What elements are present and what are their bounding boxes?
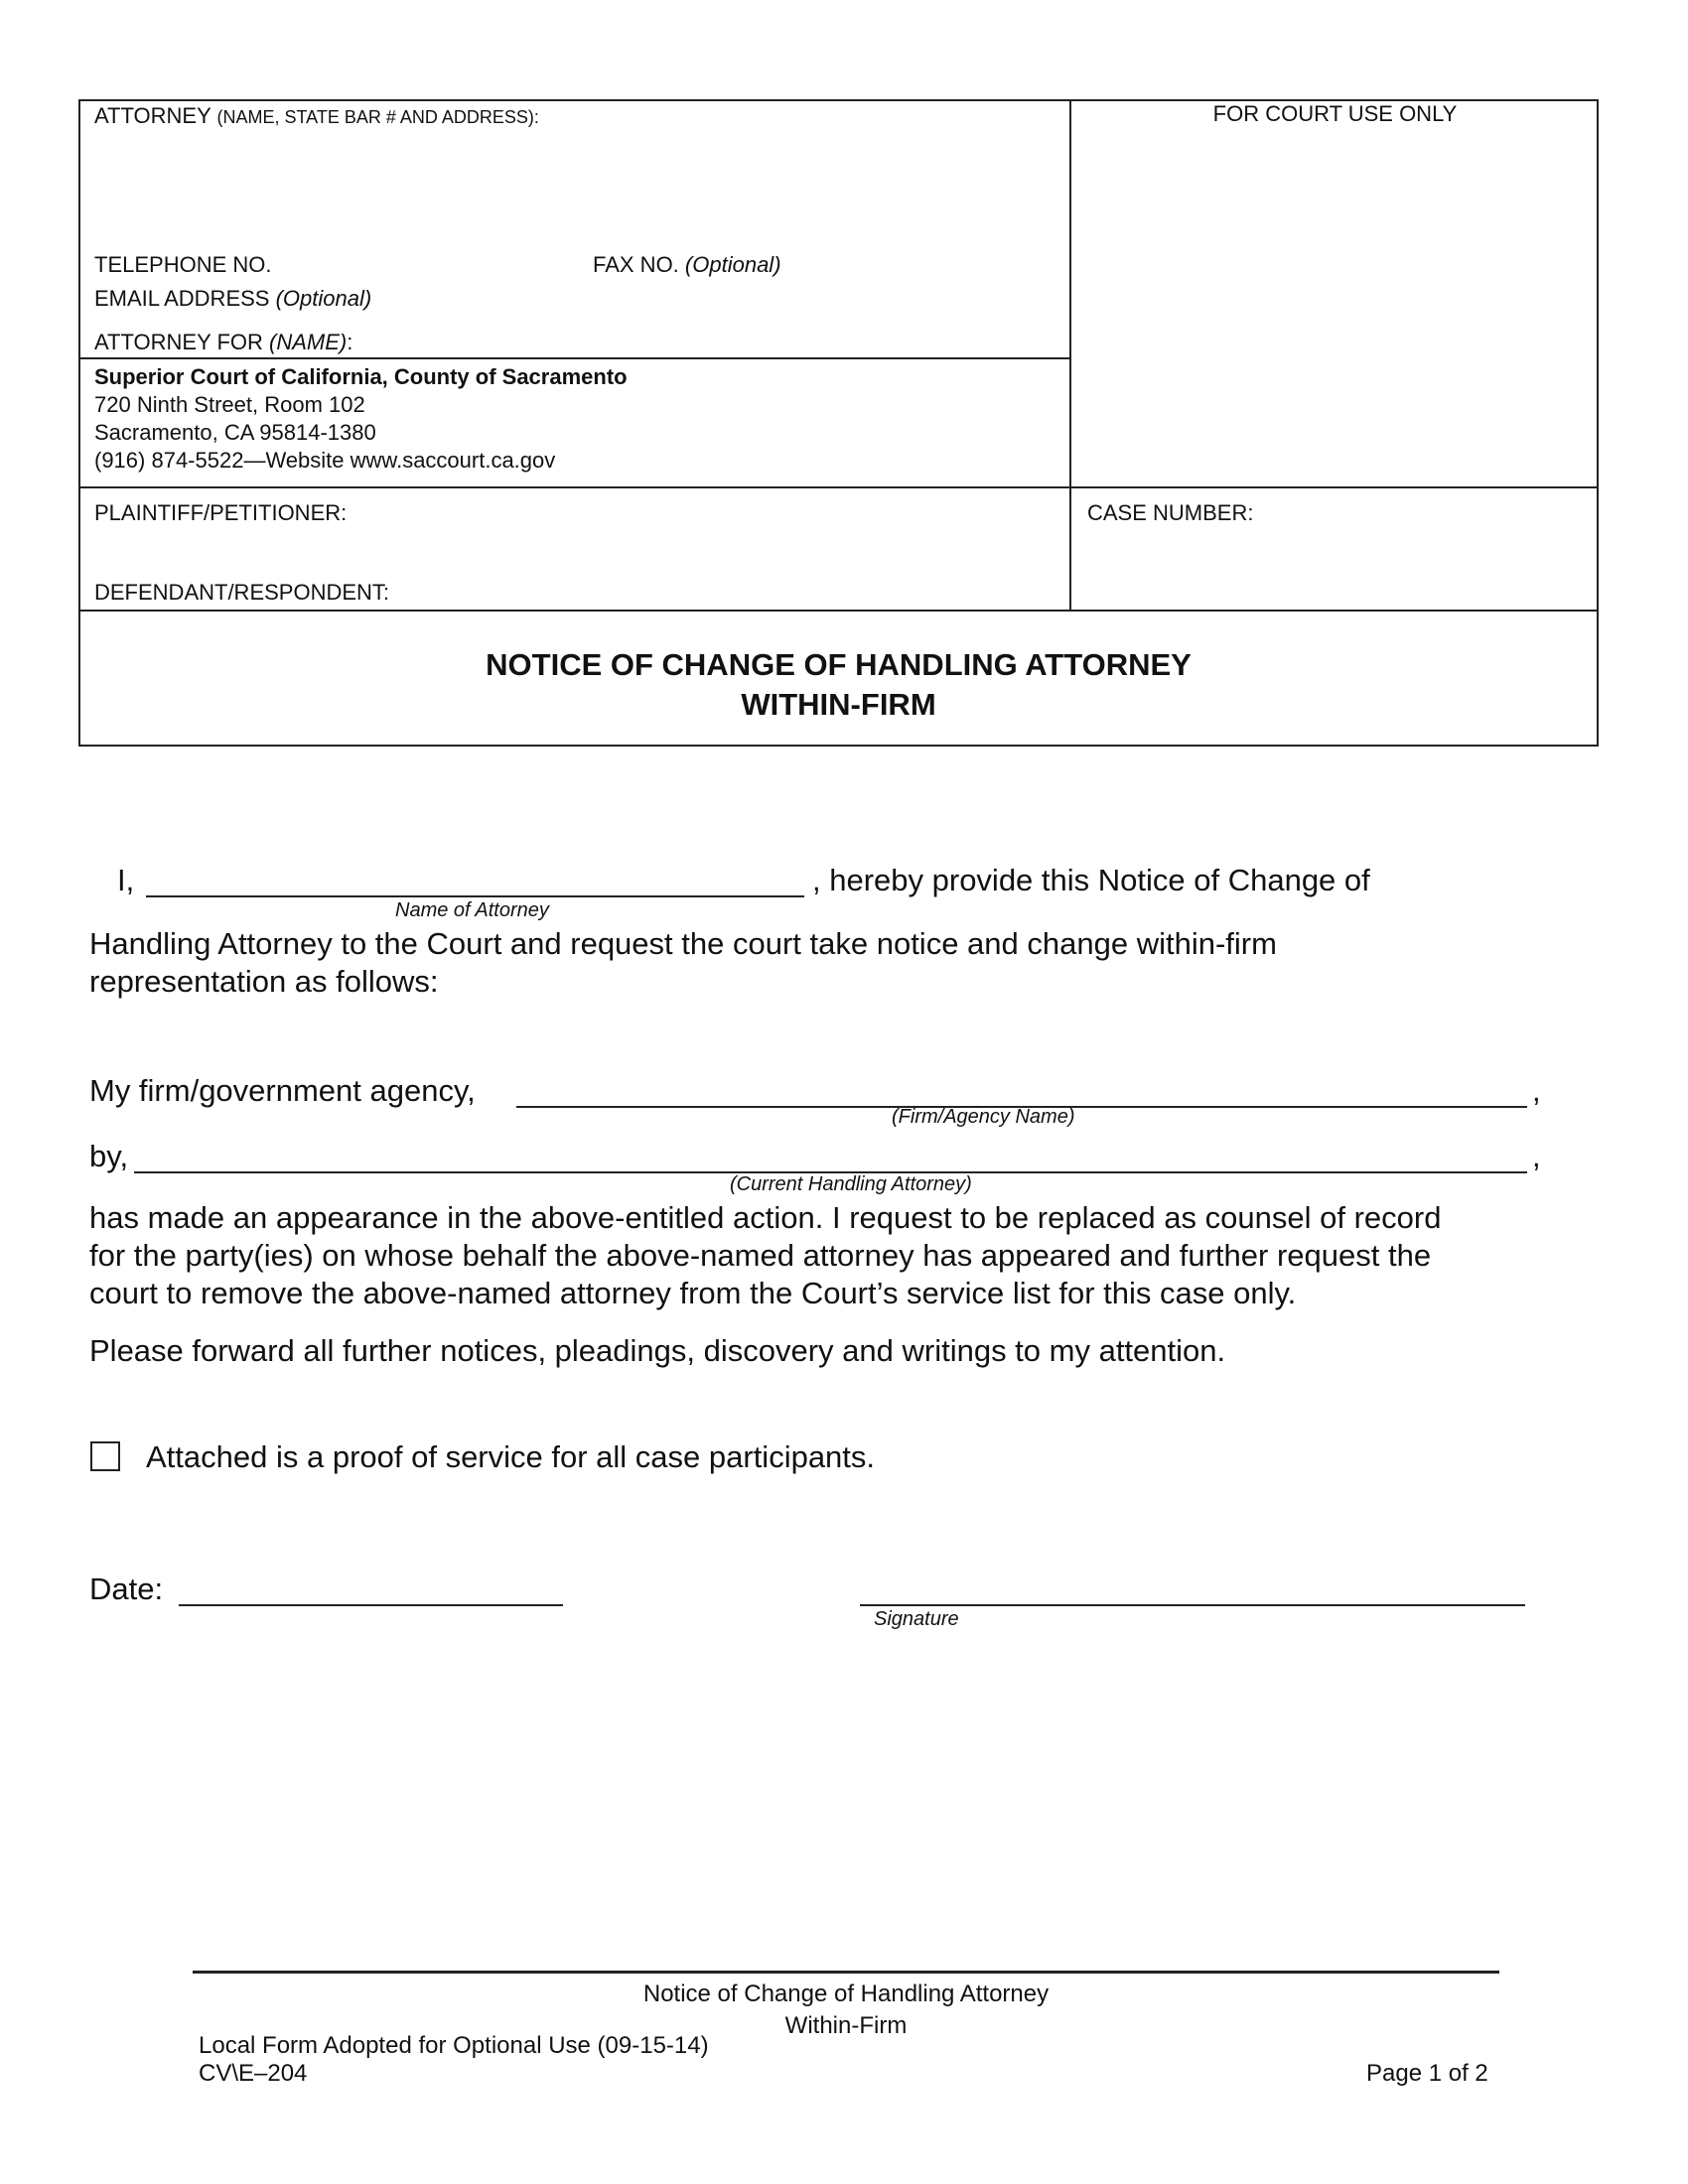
forward-text: Please forward all further notices, pleadings, discovery and writings to my attention. xyxy=(89,1333,1226,1368)
by-prefix: by, xyxy=(89,1139,129,1173)
date-label: Date: xyxy=(89,1571,164,1606)
attorney-name-caption: Name of Attorney xyxy=(395,899,549,921)
intro-line2: Handling Attorney to the Court and request the court take notice and change within-firm xyxy=(89,926,1277,961)
intro-suffix: , hereby provide this Notice of Change of xyxy=(812,863,1370,897)
proof-of-service-checkbox[interactable] xyxy=(90,1441,120,1471)
email-label: EMAIL ADDRESS (Optional) xyxy=(94,286,372,311)
signature-field[interactable] xyxy=(860,1604,1525,1606)
footer-adopted: Local Form Adopted for Optional Use (09-15-14) xyxy=(199,2032,709,2059)
title-top-divider xyxy=(78,610,1599,612)
defendant-label: DEFENDANT/RESPONDENT: xyxy=(94,580,390,605)
page-number: Page 1 of 2 xyxy=(1366,2060,1488,2087)
parties-top-divider xyxy=(78,486,1599,488)
intro-line3: representation as follows: xyxy=(89,964,439,999)
court-address-block xyxy=(94,363,628,475)
telephone-label: TELEPHONE NO. xyxy=(94,252,272,277)
intro-prefix: I, xyxy=(117,863,135,897)
by-comma: , xyxy=(1532,1139,1541,1173)
footer-form-info xyxy=(199,2032,709,2088)
court-contact: (916) 874-5522—Website www.saccourt.ca.gov xyxy=(94,448,556,473)
form-title: NOTICE OF CHANGE OF HANDLING ATTORNEY WITHIN-FIRM xyxy=(486,647,1192,722)
fax-label: FAX NO. (Optional) xyxy=(593,252,781,277)
caption-vertical-divider xyxy=(1069,99,1071,611)
footer-form-number: CV\E–204 xyxy=(199,2060,308,2087)
case-number-label: CASE NUMBER: xyxy=(1087,500,1254,525)
attorney-court-divider xyxy=(78,357,1071,359)
attorney-for-label: ATTORNEY FOR (NAME): xyxy=(94,330,353,354)
court-use-label: FOR COURT USE ONLY xyxy=(1212,101,1458,126)
signature-caption: Signature xyxy=(874,1608,959,1630)
proof-of-service-label: Attached is a proof of service for all case participants. xyxy=(146,1439,876,1474)
firm-name-caption: (Firm/Agency Name) xyxy=(892,1106,1075,1128)
footer-rule xyxy=(193,1971,1499,1974)
firm-comma: , xyxy=(1532,1073,1541,1108)
court-city: Sacramento, CA 95814-1380 xyxy=(94,420,376,445)
request-paragraph: has made an appearance in the above-entitled action. I request to be replaced as counsel of record for the party(ies) on whose behalf the above-named attorney has appeared and further request the court to remove the above-named attorney from the Court’s service list for this case only. xyxy=(89,1200,1442,1310)
date-field[interactable] xyxy=(179,1604,563,1606)
footer-title: Notice of Change of Handling Attorney Within-Firm xyxy=(642,1980,1050,2039)
attorney-name-field[interactable] xyxy=(146,895,804,897)
court-street: 720 Ninth Street, Room 102 xyxy=(94,392,365,417)
plaintiff-label: PLAINTIFF/PETITIONER: xyxy=(94,500,348,525)
firm-prefix: My firm/government agency, xyxy=(89,1073,476,1108)
court-name: Superior Court of California, County of Sacramento xyxy=(94,364,628,389)
attorney-label: ATTORNEY (NAME, STATE BAR # AND ADDRESS): xyxy=(94,103,539,128)
current-attorney-caption: (Current Handling Attorney) xyxy=(730,1173,972,1195)
